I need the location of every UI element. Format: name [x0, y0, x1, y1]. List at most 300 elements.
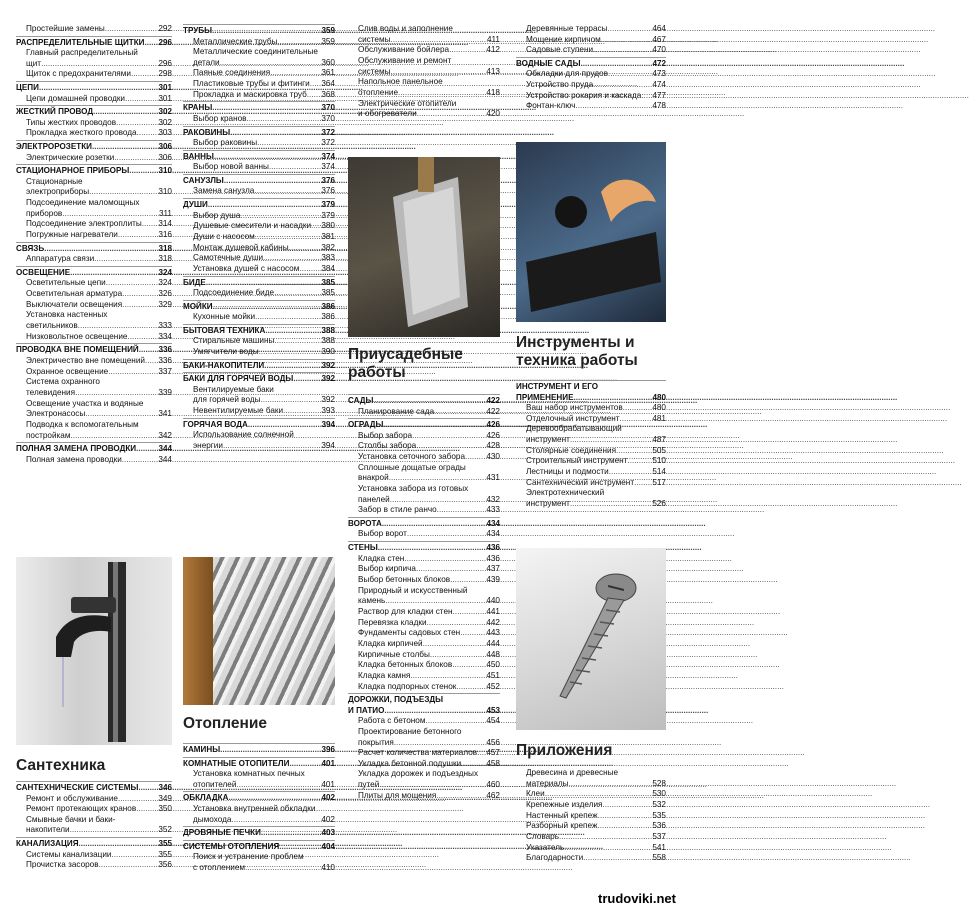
toc-entry-page: 355: [158, 849, 172, 859]
toc-entry-page: 392: [321, 374, 335, 384]
toc-entry-title: дымохода: [193, 814, 232, 824]
toc-heading: [183, 198, 335, 211]
toc-entry-title: Раствор для кладки стен: [358, 606, 453, 616]
dot-leader: [111, 850, 157, 861]
toc-heading: [16, 81, 172, 94]
toc-entry-title: Монтаж душевой кабины: [193, 242, 289, 252]
toc-entry-page: 450: [486, 660, 500, 670]
dot-leader: [461, 759, 485, 770]
toc-entry-title: Души с насосом: [193, 231, 255, 241]
dot-leader: [122, 300, 157, 311]
toc-entry-page: 472: [652, 58, 666, 68]
toc-entry-page: 402: [321, 814, 335, 824]
dot-leader: [382, 519, 486, 530]
toc-entry: [16, 187, 172, 198]
toc-entry-page: 318: [158, 243, 172, 253]
toc-entry-page: 326: [158, 289, 172, 299]
toc-entry: [516, 424, 666, 435]
toc-entry: [16, 825, 172, 836]
toc-entry: [348, 67, 500, 78]
toc-entry: [516, 91, 666, 102]
toc-entry-page: 359: [321, 36, 335, 46]
toc-entry-page: 296: [158, 37, 172, 47]
toc-entry-title: ОБКЛАДКА: [183, 793, 229, 803]
toc-entry-title: РАКОВИНЫ: [183, 127, 231, 137]
toc-entry: [16, 177, 172, 188]
dot-leader: [122, 289, 157, 300]
toc-entry-title: ГОРЯЧАЯ ВОДА: [183, 419, 248, 429]
toc-entry-page: 439: [486, 574, 500, 584]
toc-entry: [348, 575, 500, 586]
toc-entry-title: Укладка бетонной подушки: [358, 758, 462, 768]
toc-entry-page: 436: [486, 553, 500, 563]
toc-entry: [16, 310, 172, 321]
toc-entry-page: 422: [486, 406, 500, 416]
toc-entry: [516, 45, 666, 56]
toc-entry: [183, 37, 335, 48]
toc-entry-page: 453: [486, 705, 500, 715]
toc-entry-page: 383: [321, 253, 335, 263]
toc-entry-title: Подсоединение маломощных: [26, 198, 140, 208]
dot-leader: [404, 554, 485, 565]
toc-entry-title: панелей: [358, 494, 390, 504]
toc-entry-title: материалы: [526, 778, 569, 788]
toc-entry-page: 537: [652, 831, 666, 841]
toc-entry-title: камень: [358, 596, 386, 606]
toc-entry-title: Типы жестких проводов: [26, 117, 117, 127]
dot-leader: [299, 264, 320, 275]
toc-entry: [16, 69, 172, 80]
dot-leader: [383, 420, 485, 431]
dot-leader: [212, 26, 320, 37]
toc-entry-page: 337: [158, 366, 172, 376]
toc-entry-title: Отделочный инструмент: [526, 413, 620, 423]
toc-entry-page: 370: [321, 103, 335, 113]
toc-entry-page: 302: [158, 107, 172, 117]
toc-entry-page: 303: [158, 128, 172, 138]
dot-leader: [581, 59, 652, 70]
toc-entry-page: 480: [652, 403, 666, 413]
toc-entry-title: КАНАЛИЗАЦИЯ: [16, 839, 79, 849]
toc-entry-title: Вентилируемые баки: [193, 384, 274, 394]
dot-leader: [122, 455, 158, 466]
dot-leader: [62, 209, 158, 220]
toc-entry-page: 386: [321, 301, 335, 311]
section-heading-yard-work: Приусадебные работы: [348, 346, 463, 381]
dot-leader: [573, 393, 651, 404]
toc-heading: [516, 380, 666, 393]
shovel-photo: [348, 157, 500, 337]
dot-leader: [264, 361, 320, 372]
toc-entry: [516, 403, 666, 414]
toc-entry-page: 385: [321, 277, 335, 287]
toc-entry: [348, 495, 500, 506]
dot-leader: [389, 473, 486, 484]
toc-entry-page: 344: [158, 454, 172, 464]
toc-entry: [16, 455, 172, 466]
dot-leader: [260, 395, 320, 406]
toc-entry: [183, 243, 335, 254]
toc-entry-title: Словарь: [526, 831, 559, 841]
toc-entry: [16, 278, 172, 289]
toc-entry-page: 402: [321, 793, 335, 803]
toc-entry-title: БЫТОВАЯ ТЕХНИКА: [183, 325, 266, 335]
dot-leader: [214, 152, 321, 163]
toc-entry-page: 430: [486, 452, 500, 461]
toc-entry: [348, 24, 500, 35]
toc-entry: [516, 80, 666, 91]
toc-entry-title: Установка забора из готовых: [358, 483, 469, 493]
toc-entry-title: САНУЗЛЫ: [183, 175, 224, 185]
dot-leader: [289, 243, 321, 254]
toc-heading: [183, 372, 335, 385]
dot-leader: [391, 67, 486, 78]
toc-entry-page: 514: [652, 466, 666, 476]
toc-entry: [183, 441, 335, 452]
toc-entry-page: 532: [652, 799, 666, 809]
toc-entry-page: 541: [652, 842, 666, 852]
dot-leader: [437, 505, 486, 516]
toc-entry-title: ДРОВЯНЫЕ ПЕЧКИ: [183, 828, 261, 838]
dot-leader: [449, 45, 485, 56]
toc-entry-title: Освещение участка и водяные: [26, 398, 144, 408]
toc-entry-page: 478: [652, 101, 666, 111]
toc-entry-title: Обкладки для прудов: [526, 69, 608, 79]
dot-leader: [394, 738, 486, 749]
section-heading-plumbing: Сантехника: [16, 757, 106, 774]
toc-entry: [348, 639, 500, 650]
toc-entry-page: 372: [321, 127, 335, 137]
toc-entry-title: Прочистка засоров: [26, 860, 99, 870]
dot-leader: [379, 780, 485, 791]
dot-leader: [274, 336, 320, 347]
toc-entry-title: ПРИМЕНЕНИЕ: [516, 392, 574, 402]
toc-entry-title: Садовые ступени: [526, 45, 594, 55]
toc-entry-title: Перевязка кладки: [358, 617, 427, 627]
toc-entry-title: светильников: [26, 321, 78, 331]
dot-leader: [230, 128, 320, 139]
toc-entry: [16, 377, 172, 388]
toc-entry-page: 314: [158, 219, 172, 229]
toc-entry: [16, 24, 172, 35]
toc-entry-title: СТЕНЫ: [348, 543, 378, 553]
dot-leader: [220, 745, 320, 756]
toc-entry-page: 467: [652, 34, 666, 44]
screw-photo: [516, 548, 666, 730]
section-heading-heating: Отопление: [183, 715, 268, 732]
toc-entry-title: Использование солнечной: [193, 430, 294, 440]
dot-leader: [79, 839, 158, 850]
toc-entry-page: 355: [158, 839, 172, 849]
dot-leader: [616, 446, 651, 457]
toc-entry: [516, 435, 666, 446]
toc-heading: [183, 359, 335, 372]
toc-entry-page: 370: [321, 113, 335, 123]
dot-leader: [598, 811, 652, 822]
toc-entry-title: накопители: [26, 825, 70, 835]
toc-entry-page: 352: [158, 825, 172, 835]
toc-entry-title: Фундаменты садовых стен: [358, 628, 461, 638]
dot-leader: [228, 793, 320, 804]
toc-entry: [16, 230, 172, 241]
toc-heading: [16, 164, 172, 177]
dot-leader: [137, 128, 158, 139]
dot-leader: [270, 68, 320, 79]
toc-entry-title: Низковольтное освещение: [26, 331, 128, 341]
toc-list: [348, 393, 500, 801]
dot-leader: [136, 444, 157, 455]
toc-entry: [348, 35, 500, 46]
toc-heading: [183, 743, 335, 756]
toc-entry-title: Установка душей с насосом: [193, 263, 300, 273]
toc-entry: [348, 682, 500, 693]
toc-entry-page: 324: [158, 278, 172, 288]
dot-leader: [41, 59, 157, 70]
toc-entry-page: 336: [158, 355, 172, 365]
toc-entry-page: 302: [158, 117, 172, 127]
toc-entry: [183, 221, 335, 232]
toc-entry-page: 292: [158, 24, 172, 33]
dot-leader: [105, 24, 158, 35]
toc-entry-title: ОСВЕЩЕНИЕ: [16, 267, 71, 277]
toc-heading: [348, 418, 500, 431]
toc-entry: [183, 232, 335, 243]
toc-entry-title: Выбор забора: [358, 430, 413, 440]
toc-entry: [516, 832, 666, 843]
dot-leader: [213, 302, 321, 313]
dot-leader: [114, 153, 157, 164]
dot-leader: [620, 414, 652, 425]
toc-entry: [183, 769, 335, 780]
toc-entry-title: Проектирование бетонного: [358, 726, 462, 736]
toc-entry: [516, 69, 666, 80]
faucet-icon: [16, 557, 172, 745]
radiator-photo: [183, 557, 335, 705]
toc-entry-page: 310: [158, 187, 172, 197]
toc-entry-title: Кухонные мойки: [193, 312, 256, 322]
toc-entry-title: БАКИ-НАКОПИТЕЛИ: [183, 360, 265, 370]
dot-leader: [559, 832, 651, 843]
toc-entry-title: РАСПРЕДЕЛИТЕЛЬНЫЕ ЩИТКИ: [16, 37, 145, 47]
dot-leader: [384, 706, 485, 717]
toc-entry-page: 310: [158, 166, 172, 176]
dot-leader: [208, 200, 321, 211]
toc-entry: [516, 478, 666, 489]
shovel-icon: [348, 157, 500, 337]
toc-entry-page: 333: [158, 321, 172, 331]
toc-entry-title: ВОДНЫЕ САДЫ: [516, 58, 581, 68]
dot-leader: [144, 38, 157, 49]
toc-entry-title: Пластиковые трубы и фитинги: [193, 79, 310, 89]
toc-entry-title: Электрические розетки: [26, 152, 115, 162]
toc-entry-title: Электронасосы: [26, 409, 86, 419]
toc-heading: [183, 757, 335, 770]
dot-leader: [70, 268, 157, 279]
toc-entry-title: инструмент: [526, 435, 570, 444]
toc-entry-title: Поиск и устранение проблем: [193, 852, 304, 862]
toc-entry-title: Установка внутренней обкладки: [193, 803, 316, 813]
toc-entry-page: 481: [652, 413, 666, 423]
toc-entry-title: Кладка стен: [358, 553, 405, 563]
toc-entry-title: Полная замена проводки: [26, 454, 122, 464]
dot-leader: [385, 596, 485, 607]
dot-leader: [456, 682, 485, 693]
dot-leader: [257, 138, 320, 149]
toc-entry-title: Подсоединение электроплиты: [26, 219, 142, 229]
toc-entry-page: 404: [321, 841, 335, 851]
toc-entry-page: 316: [158, 230, 172, 240]
toc-entry: [348, 463, 500, 474]
toc-entry: [348, 554, 500, 565]
toc-entry: [183, 114, 335, 125]
toc-entry-page: 535: [652, 810, 666, 820]
toc-entry: [16, 254, 172, 265]
toc-entry: [183, 90, 335, 101]
toc-entry-title: Установка комнатных печных: [193, 769, 305, 779]
toc-entry-title: Клеи: [526, 789, 545, 799]
toc-entry: [16, 153, 172, 164]
toc-entry-page: 329: [158, 299, 172, 309]
toc-entry: [348, 671, 500, 682]
toc-heading: [348, 693, 500, 706]
toc-entry-title: Металлические трубы: [193, 36, 278, 46]
toc-entry-page: 526: [652, 498, 666, 508]
toc-entry-title: покрытия: [358, 737, 394, 747]
toc-entry-title: Осветительная арматура: [26, 289, 123, 299]
toc-entry-title: Невентилируемые баки: [193, 406, 284, 416]
toc-entry-page: 426: [486, 430, 500, 440]
toc-entry: [348, 109, 500, 120]
dot-leader: [601, 35, 652, 46]
toc-entry-page: 390: [321, 347, 335, 357]
dot-leader: [118, 230, 157, 241]
toc-entry: [183, 186, 335, 197]
toc-entry-title: детали: [193, 57, 220, 67]
toc-entry-page: 384: [321, 263, 335, 273]
dot-leader: [569, 779, 652, 790]
toc-entry-title: отопление: [358, 87, 398, 97]
dot-leader: [139, 345, 158, 356]
toc-entry: [183, 58, 335, 69]
toc-column-1: [16, 0, 172, 870]
toc-entry: [516, 446, 666, 457]
toc-heading: [16, 140, 172, 153]
toc-entry-title: КОМНАТНЫЕ ОТОПИТЕЛИ: [183, 758, 290, 768]
toc-entry-page: 474: [652, 80, 666, 90]
toc-entry: [183, 804, 335, 815]
toc-entry-page: 392: [321, 395, 335, 405]
toc-entry-title: для горячей воды: [193, 395, 261, 405]
toc-entry-title: СВЯЗЬ: [16, 243, 45, 253]
toc-entry: [16, 300, 172, 311]
toc-entry-page: 448: [486, 649, 500, 659]
dot-leader: [477, 748, 485, 759]
toc-entry-title: системы: [358, 66, 391, 76]
toc-entry-page: 436: [486, 543, 500, 553]
toc-entry-page: 428: [486, 441, 500, 451]
dot-leader: [70, 825, 158, 836]
toc-entry-title: Ремонт и обслуживание: [26, 793, 118, 803]
toc-entry: [516, 24, 666, 35]
toc-entry-page: 324: [158, 267, 172, 277]
toc-entry-page: 382: [321, 242, 335, 252]
toc-entry-page: 442: [486, 617, 500, 627]
toc-entry-title: Устройство рокария и каскада: [526, 90, 642, 100]
toc-entry-page: 505: [652, 445, 666, 455]
toc-entry: [16, 332, 172, 343]
toc-entry-title: Древесина и древесные: [526, 768, 619, 777]
toc-entry-title: Выбор душа: [193, 210, 241, 220]
toc-entry-title: Стационарные: [26, 176, 83, 186]
toc-heading: [348, 394, 500, 407]
toc-list: [16, 24, 172, 465]
toc-entry-page: 356: [158, 860, 172, 870]
toc-entry: [183, 264, 335, 275]
toc-entry: [16, 321, 172, 332]
dot-leader: [390, 495, 486, 506]
dot-leader: [450, 575, 485, 586]
toc-entry-page: 458: [486, 758, 500, 768]
toc-entry-title: Расчет количества материалов: [358, 748, 478, 758]
toc-entry: [516, 768, 666, 779]
toc-entry-title: КРАНЫ: [183, 103, 213, 113]
dot-leader: [245, 863, 320, 874]
toc-entry: [348, 505, 500, 516]
toc-list: [183, 24, 335, 452]
toc-entry-title: Забор в стиле ранчо: [358, 505, 437, 515]
toc-entry: [183, 780, 335, 791]
toc-entry-title: Цепи домашней проводки: [26, 93, 126, 103]
toc-entry: [348, 607, 500, 618]
dot-leader: [452, 660, 485, 671]
toc-entry-page: 432: [486, 494, 500, 504]
dot-leader: [423, 639, 486, 650]
dot-leader: [436, 791, 485, 802]
toc-entry: [16, 198, 172, 209]
dot-leader: [255, 312, 320, 323]
dot-leader: [255, 232, 321, 243]
toc-entry-page: 296: [158, 58, 172, 68]
toc-entry-page: 376: [321, 175, 335, 185]
dot-leader: [283, 406, 320, 417]
toc-entry: [183, 336, 335, 347]
toc-entry-title: Устройство пруда: [526, 80, 594, 90]
toc-entry-title: Охранное освещение: [26, 366, 109, 376]
toc-entry: [183, 347, 335, 358]
toc-entry-title: Электричество вне помещений: [26, 355, 145, 365]
toc-entry-title: Выбор кранов: [193, 113, 247, 123]
dot-leader: [434, 407, 485, 418]
toc-heading: [16, 343, 172, 356]
toc-entry-page: 456: [486, 737, 500, 747]
toc-entry-title: Слив воды и заполнение: [358, 24, 453, 33]
toc-entry-title: Деревянные террасы: [526, 24, 608, 33]
toc-entry-title: телевидения: [26, 387, 76, 397]
toc-entry: [348, 716, 500, 727]
toc-entry-title: Столярные соединения: [526, 445, 617, 455]
toc-entry-title: Кладка кирпичей: [358, 638, 423, 648]
toc-entry-page: 413: [486, 66, 500, 76]
toc-entry-page: 341: [158, 409, 172, 419]
toc-list: [183, 742, 335, 874]
toc-entry: [16, 48, 172, 59]
toc-entry-page: 374: [321, 151, 335, 161]
toc-entry: [183, 253, 335, 264]
dot-leader: [248, 420, 321, 431]
toc-entry-title: Выбор раковины: [193, 138, 258, 148]
toc-entry-title: отопителей: [193, 779, 237, 789]
toc-entry-page: 411: [486, 34, 500, 44]
